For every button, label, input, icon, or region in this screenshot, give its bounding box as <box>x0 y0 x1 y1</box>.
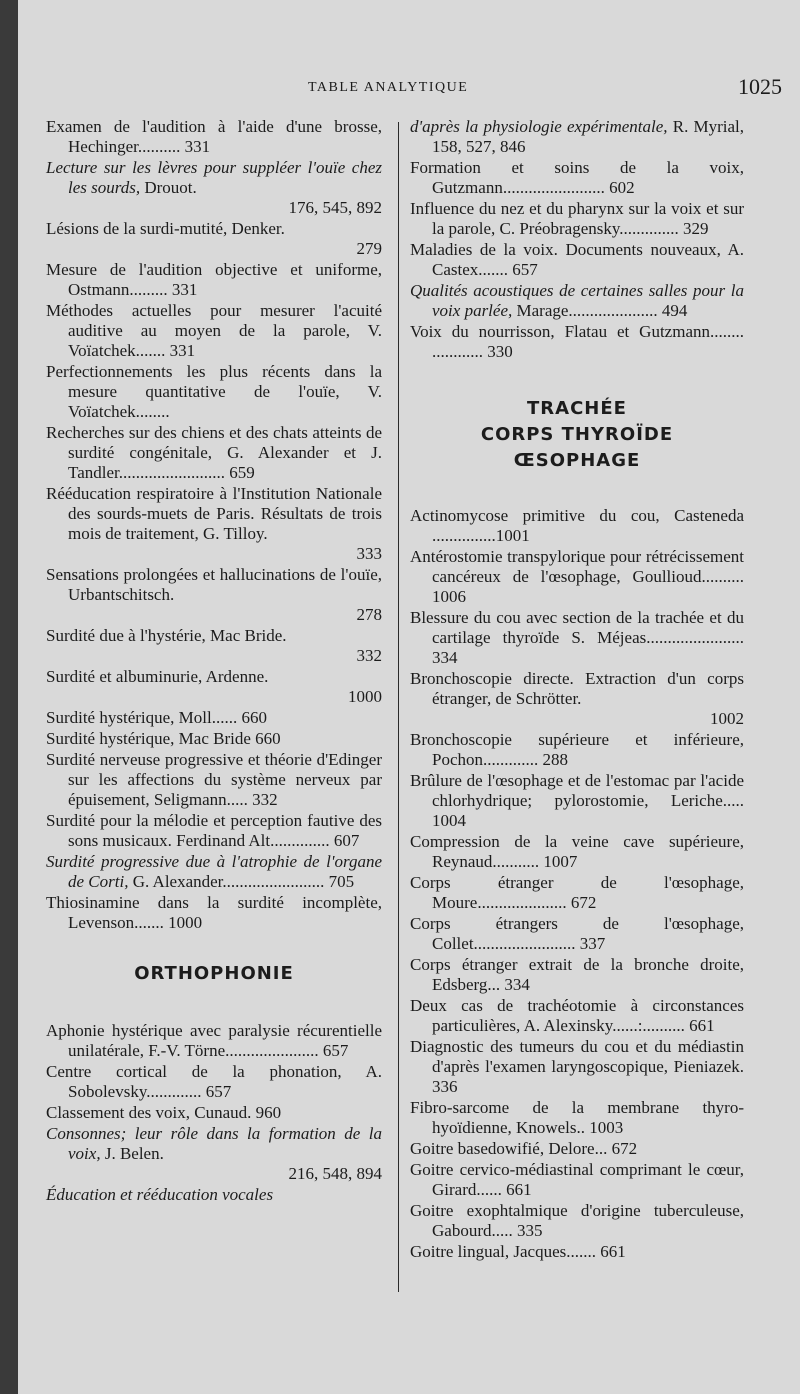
entry-text: R. Myrial, 158, 527, 846 <box>432 117 745 156</box>
right-column <box>410 117 744 1263</box>
entry-page-refs: 1002 <box>710 709 744 728</box>
index-entry <box>410 1160 744 1200</box>
entry-text: Corps étrangers de l'œsophage, Collet........................ 337 <box>410 914 744 953</box>
index-entry <box>46 260 382 300</box>
section-heading-trachee <box>410 396 744 474</box>
index-entry <box>46 117 382 157</box>
entry-text: Recherches sur des chiens et des chats atteints de surdité congénitale, G. Alexander et J. Tandler......................... 659 <box>46 423 382 482</box>
index-entry <box>410 832 744 872</box>
index-entry <box>46 667 382 707</box>
entry-text: Surdité nerveuse progressive et théorie d'Edinger sur les affections du système nerveux par épuisement, Seligmann..... 332 <box>46 750 382 809</box>
entry-text: Fibro-sarcome de la membrane thyro-hyoïdienne, Knowels.. 1003 <box>410 1098 744 1137</box>
right-entry-list <box>410 117 744 362</box>
entry-text: Thiosinamine dans la surdité incomplète, Levenson....... 1000 <box>46 893 382 932</box>
entry-italic-title: Lecture sur les lèvres pour suppléer l'ouïe chez les sourds, <box>46 158 382 197</box>
running-title: TABLE ANALYTIQUE <box>308 80 469 95</box>
index-entry <box>410 506 744 546</box>
index-entry <box>46 750 382 810</box>
index-entry <box>410 1037 744 1097</box>
index-entry <box>46 626 382 666</box>
index-entry <box>410 1242 744 1262</box>
index-entry <box>410 281 744 321</box>
entry-page-refs: 333 <box>356 544 382 563</box>
entry-text: Surdité hystérique, Moll...... 660 <box>46 708 267 727</box>
left-column <box>46 117 382 1206</box>
entry-text: Lésions de la surdi-mutité, Denker. <box>46 219 285 238</box>
entry-text: Brûlure de l'œsophage et de l'estomac par l'acide chlorhydrique; pylorostomie, Leriche..... 1004 <box>410 771 744 830</box>
entry-text: Bronchoscopie directe. Extraction d'un corps étranger, de Schrötter. <box>410 669 744 708</box>
trachee-entry-list <box>410 506 744 1262</box>
entry-text: Formation et soins de la voix, Gutzmann........................ 602 <box>410 158 744 197</box>
index-entry <box>46 1103 382 1123</box>
entry-text: Corps étranger extrait de la bronche droite, Edsberg... 334 <box>410 955 744 994</box>
entry-page-refs: 1000 <box>348 687 382 706</box>
entry-text: Bronchoscopie supérieure et inférieure, Pochon............. 288 <box>410 730 744 769</box>
index-entry <box>410 1201 744 1241</box>
entry-text: Corps étranger de l'œsophage, Moure..................... 672 <box>410 873 744 912</box>
entry-text: G. Alexander........................ 705 <box>128 872 355 891</box>
index-entry <box>410 914 744 954</box>
entry-text: Sensations prolongées et hallucinations de l'ouïe, Urbantschitsch. <box>46 565 382 604</box>
index-entry <box>410 669 744 729</box>
entry-text: Drouot. <box>140 178 197 197</box>
entry-text: Influence du nez et du pharynx sur la voix et sur la parole, C. Préobragensky.............. 329 <box>410 199 744 238</box>
index-entry <box>410 730 744 770</box>
entry-page-refs: 278 <box>356 605 382 624</box>
index-entry <box>46 893 382 933</box>
entry-text: Compression de la veine cave supérieure, Reynaud........... 1007 <box>410 832 744 871</box>
running-head <box>18 74 800 104</box>
index-entry <box>46 1124 382 1184</box>
entry-text: Diagnostic des tumeurs du cou et du médiastin d'après l'examen laryngoscopique, Pieniazek. 336 <box>410 1037 744 1096</box>
index-entry <box>46 484 382 564</box>
index-entry <box>46 1185 382 1205</box>
entry-text: Blessure du cou avec section de la trachée et du cartilage thyroïde S. Méjeas....................... 334 <box>410 608 744 667</box>
entry-italic-title: Consonnes; leur rôle dans la formation de la voix, <box>46 1124 382 1163</box>
entry-italic-title: Qualités acoustiques de certaines salles pour la voix parlée, <box>410 281 744 320</box>
entry-text: Centre cortical de la phonation, A. Sobolevsky............. 657 <box>46 1062 382 1101</box>
index-entry <box>410 158 744 198</box>
index-entry <box>46 811 382 851</box>
index-entry <box>410 1139 744 1159</box>
entry-text: Marage..................... 494 <box>512 301 688 320</box>
index-entry <box>410 117 744 157</box>
column-divider <box>398 122 399 1292</box>
index-entry <box>46 362 382 422</box>
section-heading-line: TRACHÉE <box>527 398 627 419</box>
index-entry <box>46 301 382 361</box>
index-entry <box>410 322 744 362</box>
index-entry <box>46 158 382 218</box>
section-heading-line: ŒSOPHAGE <box>513 450 641 471</box>
index-entry <box>46 423 382 483</box>
page-number: 1025 <box>738 74 782 99</box>
entry-text: Méthodes actuelles pour mesurer l'acuité auditive au moyen de la parole, V. Voïatchek....... 331 <box>46 301 382 360</box>
index-entry <box>46 1062 382 1102</box>
entry-text: Goitre lingual, Jacques....... 661 <box>410 1242 626 1261</box>
entry-text: Goitre exophtalmique d'origine tuberculeuse, Gabourd..... 335 <box>410 1201 744 1240</box>
index-entry <box>410 240 744 280</box>
entry-page-refs: 332 <box>356 646 382 665</box>
entry-text: Goitre cervico-médiastinal comprimant le cœur, Girard...... 661 <box>410 1160 744 1199</box>
index-entry <box>410 996 744 1036</box>
entry-italic-title: Surdité progressive due à l'atrophie de l'organe de Corti, <box>46 852 382 891</box>
index-entry <box>46 565 382 625</box>
entry-page-refs: 279 <box>356 239 382 258</box>
left-entry-list <box>46 117 382 933</box>
section-heading-orthophonie: ORTHOPHONIE <box>134 963 294 984</box>
entry-text: Surdité due à l'hystérie, Mac Bride. <box>46 626 287 645</box>
entry-italic-title: Éducation et rééducation vocales <box>46 1185 274 1204</box>
entry-text: Perfectionnements les plus récents dans la mesure quantitative de l'ouïe, V. Voïatchek........ <box>46 362 382 421</box>
entry-text: Mesure de l'audition objective et uniforme, Ostmann......... 331 <box>46 260 382 299</box>
entry-text: Deux cas de trachéotomie à circonstances particulières, A. Alexinsky......:.......... 661 <box>410 996 744 1035</box>
entry-text: Voix du nourrisson, Flatau et Gutzmann........ ............ 330 <box>410 322 744 361</box>
orthophonie-entry-list <box>46 1021 382 1205</box>
entry-text: Classement des voix, Cunaud. 960 <box>46 1103 282 1122</box>
index-entry <box>46 1021 382 1061</box>
index-entry <box>46 219 382 259</box>
entry-page-refs: 216, 548, 894 <box>288 1164 382 1183</box>
entry-text: Aphonie hystérique avec paralysie récurentielle unilatérale, F.-V. Törne...................... 657 <box>46 1021 382 1060</box>
index-entry <box>410 771 744 831</box>
index-entry <box>410 955 744 995</box>
entry-text: Examen de l'audition à l'aide d'une brosse, Hechinger.......... 331 <box>46 117 382 156</box>
section-heading-line: CORPS THYROÏDE <box>480 424 674 445</box>
entry-text: Actinomycose primitive du cou, Casteneda ...............1001 <box>410 506 744 545</box>
index-entry <box>46 729 382 749</box>
entry-text: Goitre basedowifié, Delore... 672 <box>410 1139 638 1158</box>
entry-italic-title: d'après la physiologie expérimentale, <box>410 117 668 136</box>
entry-text: Surdité et albuminurie, Ardenne. <box>46 667 269 686</box>
index-entry <box>410 547 744 607</box>
index-entry <box>410 199 744 239</box>
index-entry <box>46 852 382 892</box>
entry-text: Surdité pour la mélodie et perception fautive des sons musicaux. Ferdinand Alt.............. 607 <box>46 811 382 850</box>
entry-text: Rééducation respiratoire à l'Institution Nationale des sourds-muets de Paris. Résultats de trois mois de traitement, G. Tilloy. <box>46 484 382 543</box>
index-entry <box>46 708 382 728</box>
entry-text: Antérostomie transpylorique pour rétrécissement cancéreux de l'œsophage, Goullioud.......... 1006 <box>410 547 744 606</box>
index-entry <box>410 1098 744 1138</box>
entry-text: Maladies de la voix. Documents nouveaux, A. Castex....... 657 <box>410 240 744 279</box>
entry-page-refs: 176, 545, 892 <box>288 198 382 217</box>
index-entry <box>410 873 744 913</box>
entry-text: J. Belen. <box>100 1144 164 1163</box>
entry-text: Surdité hystérique, Mac Bride 660 <box>46 729 281 748</box>
index-entry <box>410 608 744 668</box>
index-page <box>18 0 800 1394</box>
